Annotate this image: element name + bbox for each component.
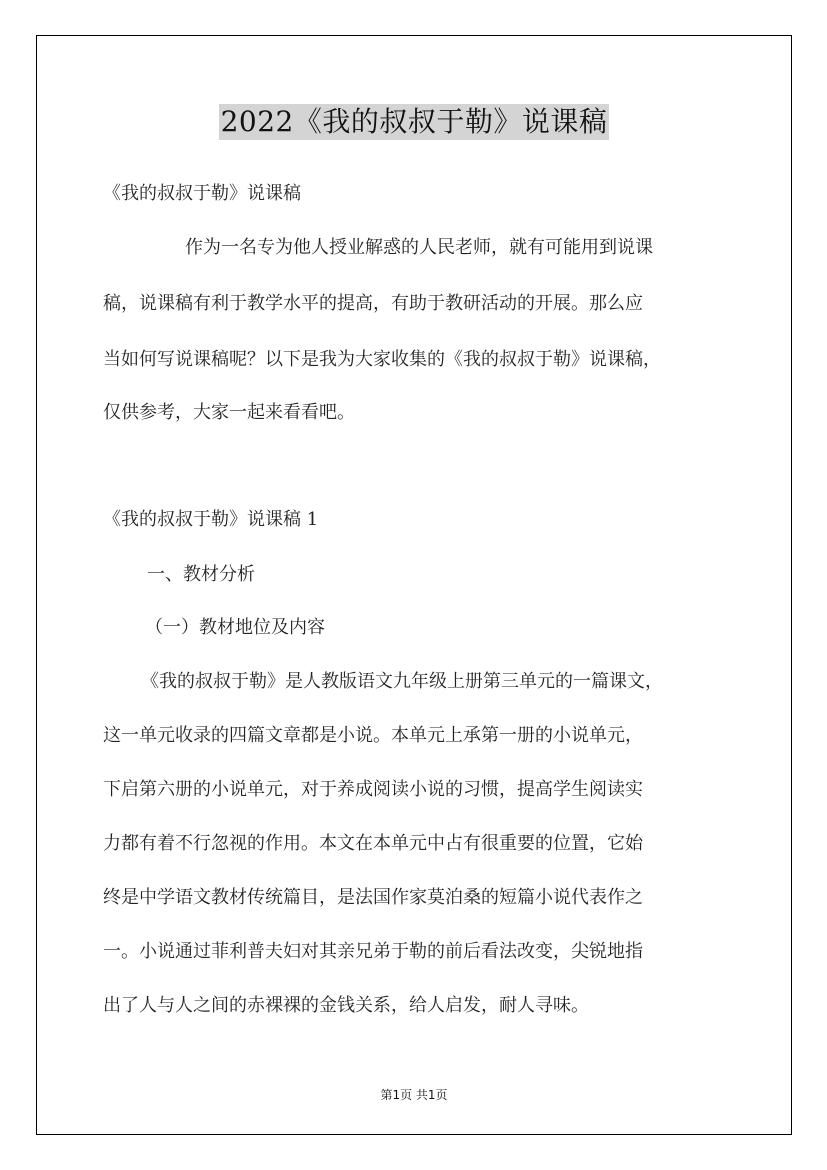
heading-level-2: （一）教材地位及内容 <box>145 617 325 638</box>
body-line: 终是中学语文教材传统篇目，是法国作家莫泊桑的短篇小说代表作之 <box>103 887 643 908</box>
title-container <box>37 104 791 140</box>
heading-level-1: 一、教材分析 <box>147 564 255 585</box>
intro-line: 稿，说课稿有利于教学水平的提高，有助于教研活动的开展。那么应 <box>103 293 643 314</box>
intro-line: 仅供参考，大家一起来看看吧。 <box>103 402 355 423</box>
body-line: 出了人与人之间的赤裸裸的金钱关系，给人启发，耐人寻味。 <box>103 995 589 1016</box>
body-line: 这一单元收录的四篇文章都是小说。本单元上承第一册的小说单元， <box>103 725 643 746</box>
body-line: 《我的叔叔于勒》是人教版语文九年级上册第三单元的一篇课文， <box>141 671 663 692</box>
section-title: 《我的叔叔于勒》说课稿 1 <box>103 509 319 530</box>
intro-line: 作为一名专为他人授业解惑的人民老师，就有可能用到说课 <box>185 237 653 258</box>
body-line: 下启第六册的小说单元，对于养成阅读小说的习惯，提高学生阅读实 <box>103 779 643 800</box>
intro-line: 当如何写说课稿呢？以下是我为大家收集的《我的叔叔于勒》说课稿， <box>103 349 661 370</box>
body-line: 一。小说通过菲利普夫妇对其亲兄弟于勒的前后看法改变，尖锐地指 <box>103 941 643 962</box>
document-page <box>36 35 792 1135</box>
page-footer: 第1页 共1页 <box>380 1088 448 1102</box>
document-title: 2022《我的叔叔于勒》说课稿 <box>220 105 608 138</box>
body-line: 力都有着不行忽视的作用。本文在本单元中占有很重要的位置，它始 <box>103 833 643 854</box>
subtitle: 《我的叔叔于勒》说课稿 <box>103 183 301 204</box>
